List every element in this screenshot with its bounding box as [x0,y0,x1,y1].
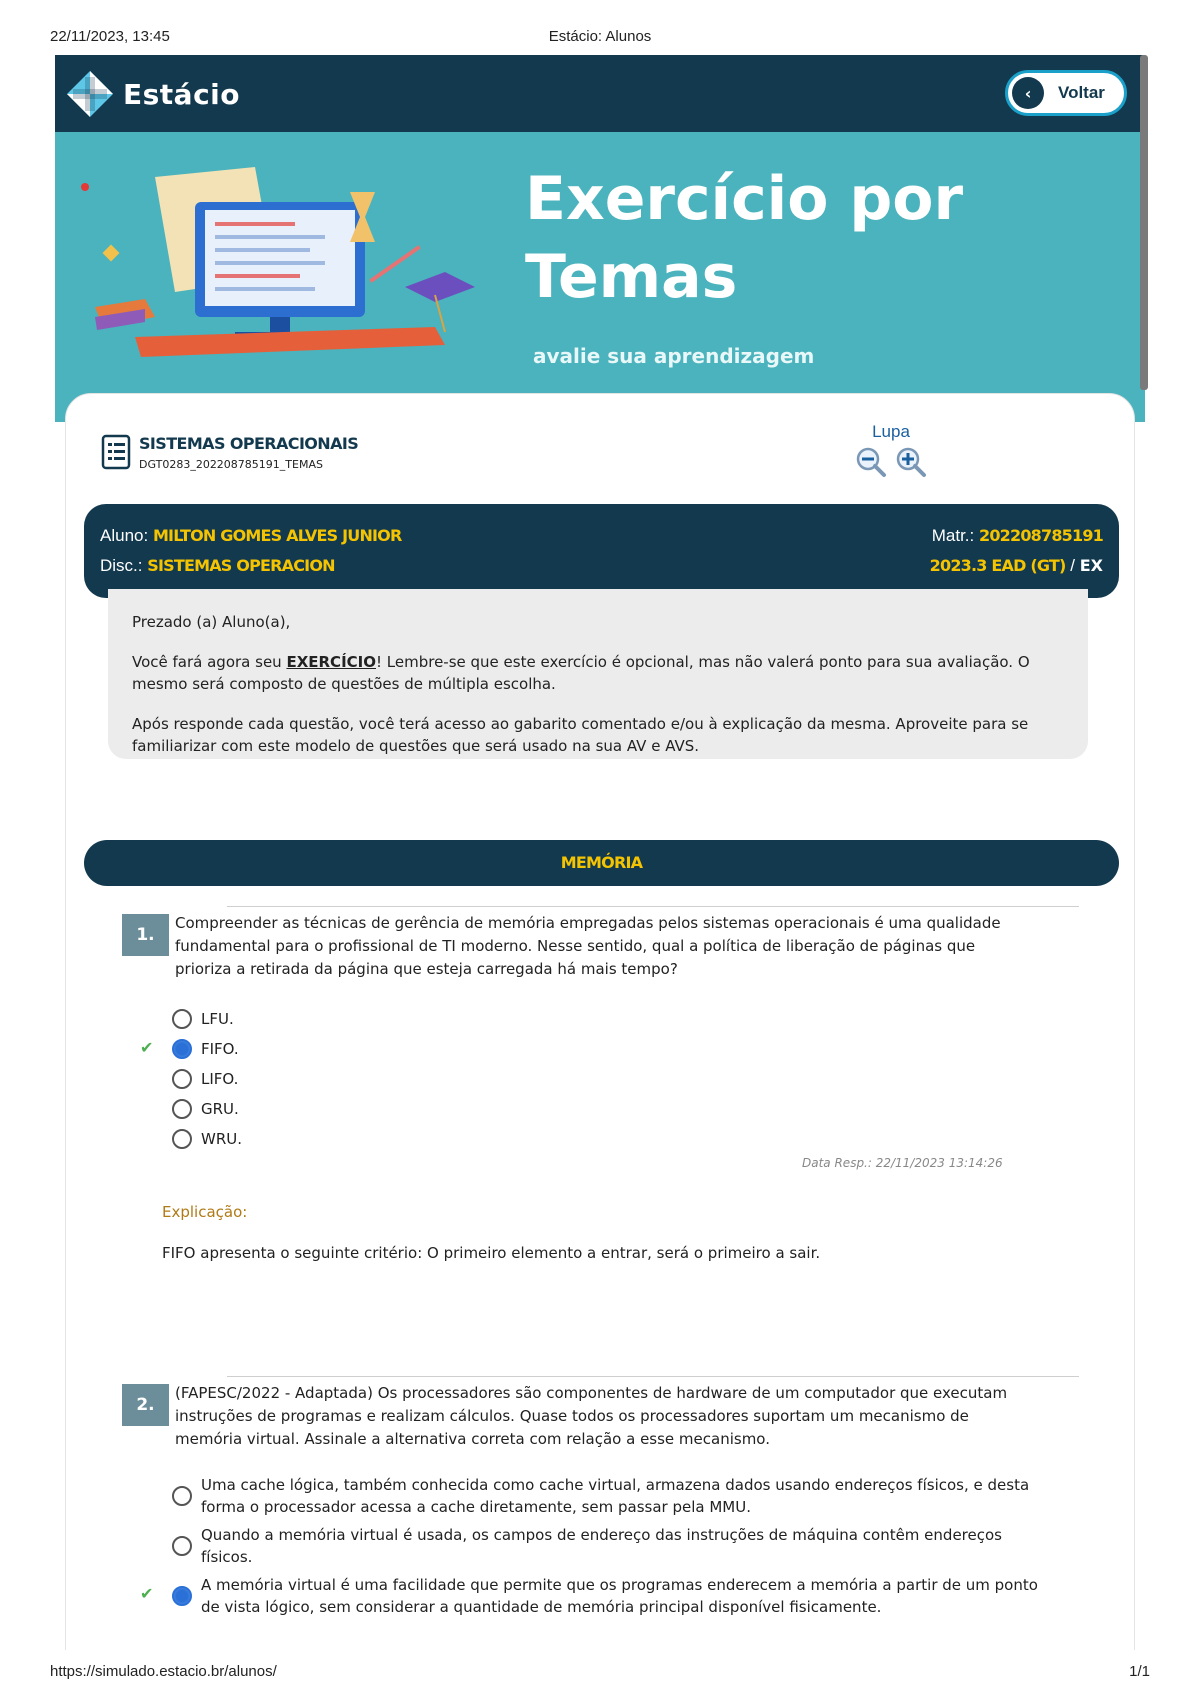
discipline-name: SISTEMAS OPERACION [147,556,335,575]
question-divider [227,1376,1079,1377]
discipline-label: Disc.: [100,556,143,575]
radio-button-selected[interactable] [172,1039,192,1059]
response-date: Data Resp.: 22/11/2023 13:14:26 [802,1156,1003,1170]
estacio-logo[interactable] [65,69,240,119]
option-label: Quando a memória virtual é usada, os campos de endereço das instruções de máquina contêm endereços físicos. [201,1526,1002,1566]
option-c[interactable] [172,1068,238,1090]
option-e[interactable] [172,1128,242,1150]
hero-title-line2: Temas [525,242,738,312]
course-name: SISTEMAS OPERACIONAIS [139,434,359,453]
hero-banner [55,132,1145,422]
explanation-label: Explicação: [162,1203,248,1221]
question-statement: (FAPESC/2022 - Adaptada) Os processadores são componentes de hardware de um computador que executam instruções de programas e realizam cálculos. Quase todos os processadores suportam um mecanismo de memória virtual. Assinale a alternativa correta com relação a esse mecanismo. [175,1384,1008,1448]
print-page-title: Estácio: Alunos [548,28,652,45]
document-list-icon [101,434,133,470]
radio-button-selected[interactable] [172,1586,192,1606]
option-d[interactable] [172,1098,239,1120]
page-frame [55,55,1145,1650]
back-button-label: Voltar [1058,83,1105,102]
chevron-left-icon: ‹ [1012,77,1044,109]
zoom-label: Lupa [872,422,910,441]
question-statement: Compreender as técnicas de gerência de memória empregadas pelos sistemas operacionais é uma qualidade fundamental para o profissional de TI moderno. Nesse sentido, qual a política de liberação de páginas que prioriza a retirada da página que esteja carregada há mais tempo? [175,914,1001,978]
intro-paragraph-answers: Após responde cada questão, você terá acesso ao gabarito comentado e/ou à explicação da mesma. Aproveite para se familiarizar com este modelo de questões que será usado na sua AV e AVS. [132,715,1029,755]
top-bar [55,55,1145,132]
option-b[interactable] [172,1524,1052,1568]
question-number: 2. [122,1384,169,1426]
student-name: MILTON GOMES ALVES JUNIOR [152,526,402,545]
radio-button[interactable] [172,1536,192,1556]
option-label: FIFO. [201,1040,239,1058]
period: 2023.3 EAD (GT) [929,556,1066,575]
study-illustration-icon [75,167,505,367]
content-card [65,393,1135,1650]
option-label: LFU. [201,1010,234,1028]
zoom-in-icon[interactable] [895,446,927,478]
intro-text-a: Você fará agora seu [132,653,287,671]
print-datetime: 22/11/2023, 13:45 [50,28,170,45]
hero-title-line1: Exercício por [525,164,964,234]
question-divider [227,906,1079,907]
estacio-logo-icon [65,69,115,119]
course-header [101,434,358,471]
option-b[interactable] [172,1038,239,1060]
intro-box [108,589,1088,759]
student-label: Aluno: [100,526,149,545]
radio-button[interactable] [172,1069,192,1089]
radio-button[interactable] [172,1099,192,1119]
option-c[interactable] [172,1574,1052,1618]
option-label: WRU. [201,1130,243,1148]
exam-type: EX [1079,556,1103,575]
option-label: Uma cache lógica, também conhecida como cache virtual, armazena dados usando endereços físicos, e desta forma o processador acessa a cache diretamente, sem passar pela MMU. [201,1476,1030,1516]
option-label: A memória virtual é uma facilidade que permite que os programas enderecem a memória a partir de um ponto de vista lógico, sem considerar a quantidade de memória principal disponível fisicamente. [201,1576,1038,1616]
intro-paragraph-exercise [132,651,1064,695]
course-code: DGT0283_202208785191_TEMAS [139,458,323,471]
section-header: MEMÓRIA [84,840,1119,886]
hero-title [525,160,1085,316]
scrollbar[interactable] [1140,55,1148,390]
back-button[interactable] [1005,70,1127,116]
explanation-text: FIFO apresenta o seguinte critério: O primeiro elemento a entrar, será o primeiro a sair. [162,1244,821,1262]
print-url: https://simulado.estacio.br/alunos/ [50,1663,277,1680]
radio-button[interactable] [172,1486,192,1506]
option-a[interactable] [172,1008,234,1030]
registration-label: Matr.: [931,526,975,545]
intro-text-b: ! Lembre-se que este exercício é opcional, mas não valerá ponto para sua avaliação. O mesmo será composto de questões de múltipla escolha. [132,653,1030,693]
registration-number: 202208785191 [979,526,1103,545]
hero-subtitle: avalie sua aprendizagem [533,344,815,368]
option-label: LIFO. [201,1070,239,1088]
print-page-number: 1/1 [1129,1663,1150,1680]
option-a[interactable] [172,1474,1052,1518]
logo-text: Estácio [123,77,241,111]
exercise-emphasis: EXERCÍCIO [286,653,376,671]
intro-greeting: Prezado (a) Aluno(a), [132,613,291,631]
correct-check-icon: ✔ [140,1038,154,1057]
student-info-bar [84,504,1119,598]
correct-check-icon: ✔ [140,1584,154,1603]
option-label: GRU. [201,1100,239,1118]
radio-button[interactable] [172,1129,192,1149]
question-number: 1. [122,914,169,956]
radio-button[interactable] [172,1009,192,1029]
zoom-out-icon[interactable] [855,446,887,478]
zoom-controls [846,422,936,478]
period-separator: / [1070,556,1075,575]
